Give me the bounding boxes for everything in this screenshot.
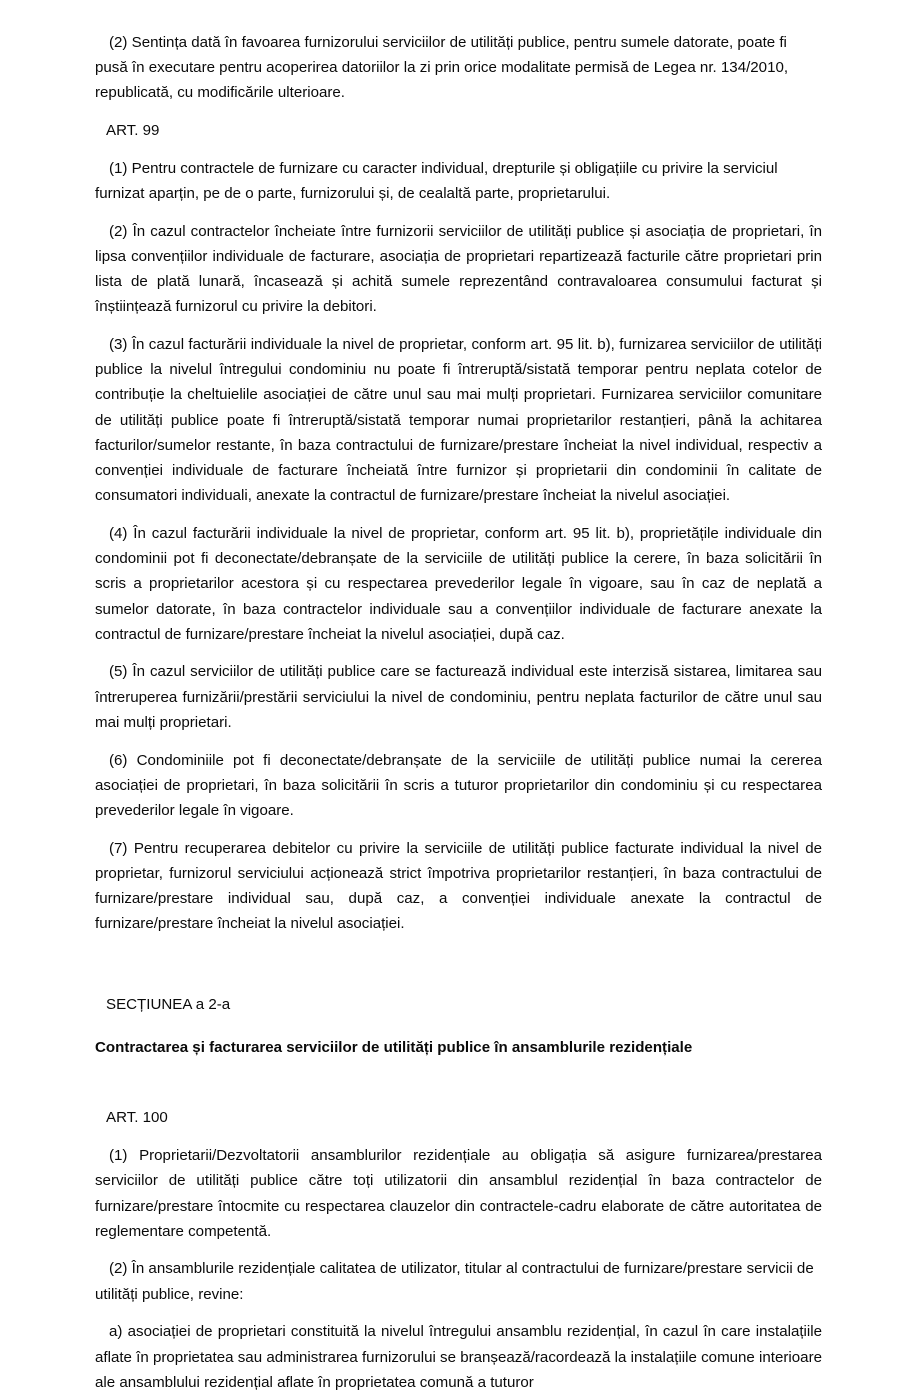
paragraph-art99-6: (6) Condominiile pot fi deconectate/debranșate de la serviciile de utilități publice numai la cererea asociației de proprietari, în baza solicitării în scris a tuturor proprietarilor din condominiu și cu respectarea prevederilor legale în vigoare. [95, 751, 822, 819]
document-body [95, 30, 822, 1395]
paragraph-art99-2: (2) În cazul contractelor încheiate între furnizorii serviciilor de utilități publice și asociația de proprietari, în lipsa convențiilor individuale de facturare, asociația de proprietari repartizează facturile către proprietari prin lista de plată lunară, încasează și achită sumele reprezentând contravaloarea consumului facturat și înștiințează furnizorul cu privire la debitori. [95, 222, 822, 316]
section-spacer-top [95, 949, 822, 992]
article-heading-art-99: ART. 99 [106, 122, 160, 140]
paragraph-art100-2: (2) În ansamblurile rezidențiale calitatea de utilizator, titular al contractului de furnizare/prestare servicii de utilități publice, revine: [95, 1260, 814, 1303]
paragraph-art99-1: (1) Pentru contractele de furnizare cu caracter individual, drepturile și obligațiile cu privire la serviciul furnizat aparțin, pe de o parte, furnizorului și, de cealaltă parte, proprietarului. [95, 159, 778, 203]
paragraph-prev-2: (2) Sentința dată în favoarea furnizorului serviciilor de utilități publice, pentru sumele datorate, poate fi pusă în executare pentru acoperirea datoriilor la zi prin orice modalitate permisă de Legea nr. 134/2010, republicată, cu modificările ulterioare. [95, 34, 789, 102]
paragraph-art99-7: (7) Pentru recuperarea debitelor cu privire la serviciile de utilități publice facturate individual la nivel de proprietar, furnizorul serviciului acționează strict împotriva proprietarilor restanțieri, în baza contractului de furnizare/prestare individual sau, după caz, a convenției individuale anexate la contractul de furnizare/prestare încheiat la nivelul asociației. [95, 839, 822, 933]
article-heading-art-100: ART. 100 [106, 1109, 168, 1127]
section-spacer-bottom [95, 1060, 822, 1105]
paragraph-art100-item-a: a) asociației de proprietari constituită la nivelul întregului ansamblu rezidențial, în cazul în care instalațiile aflate în proprietatea sau administrarea furnizorului se branșează/racordează la instalațiile comune interioare ale ansamblului rezidențial aflate în proprietatea comună a tuturor [95, 1323, 822, 1391]
section-label-sectiunea-2: SECȚIUNEA a 2-a [106, 996, 231, 1013]
paragraph-art100-1: (1) Proprietarii/Dezvoltatorii ansamblurilor rezidențiale au obligația să asigure furnizarea/prestarea serviciilor de utilități publice către toți utilizatorii din ansamblul rezidențial în baza contractelor de furnizare/prestare întocmite cu respectarea clauzelor din contractele-cadru elaborate de către autoritatea de reglementare competentă. [95, 1147, 822, 1240]
section-title-sectiunea-2: Contractarea și facturarea serviciilor de utilități publice în ansamblurile rezidențiale [95, 1039, 693, 1057]
paragraph-art99-5: (5) În cazul serviciilor de utilități publice care se facturează individual este interzisă sistarea, limitarea sau întreruperea furnizării/prestării serviciului la nivel de condominiu, pentru neplata facturilor de către unul sau mai mulți proprietari. [95, 663, 822, 731]
paragraph-art99-3: (3) În cazul facturării individuale la nivel de proprietar, conform art. 95 lit. b), furnizarea serviciilor de utilități publice la nivelul întregului condominiu nu poate fi întreruptă/sistată temporar pentru neplata cotelor de contribuție la cheltuielile asociației de către unul sau mai mulți proprietari. Furnizarea serviciilor comunitare de utilități publice poate fi întreruptă/sistată temporar numai proprietarilor restanțieri, până la achitarea facturilor/sumelor restante, în baza contractului de furnizare/prestare încheiat la nivel individual, respectiv a convenției individuale de facturare încheiată între furnizor și proprietarii din condominii în calitate de consumatori individuali, anexate la contractul de furnizare/prestare încheiat la nivelul asociației. [95, 336, 822, 505]
paragraph-art99-4: (4) În cazul facturării individuale la nivel de proprietar, conform art. 95 lit. b), proprietățile individuale din condominii pot fi deconectate/debranșate de la serviciile de utilități publice la cerere, în baza solicitării în scris a proprietarilor acestora și cu respectarea prevederilor legale în vigoare, sau în caz de neplată a sumelor datorate, în baza contractelor individuale sau a convențiilor individuale de facturare anexate la contractul de furnizare/prestare încheiat la nivelul asociației, după caz. [95, 524, 822, 643]
